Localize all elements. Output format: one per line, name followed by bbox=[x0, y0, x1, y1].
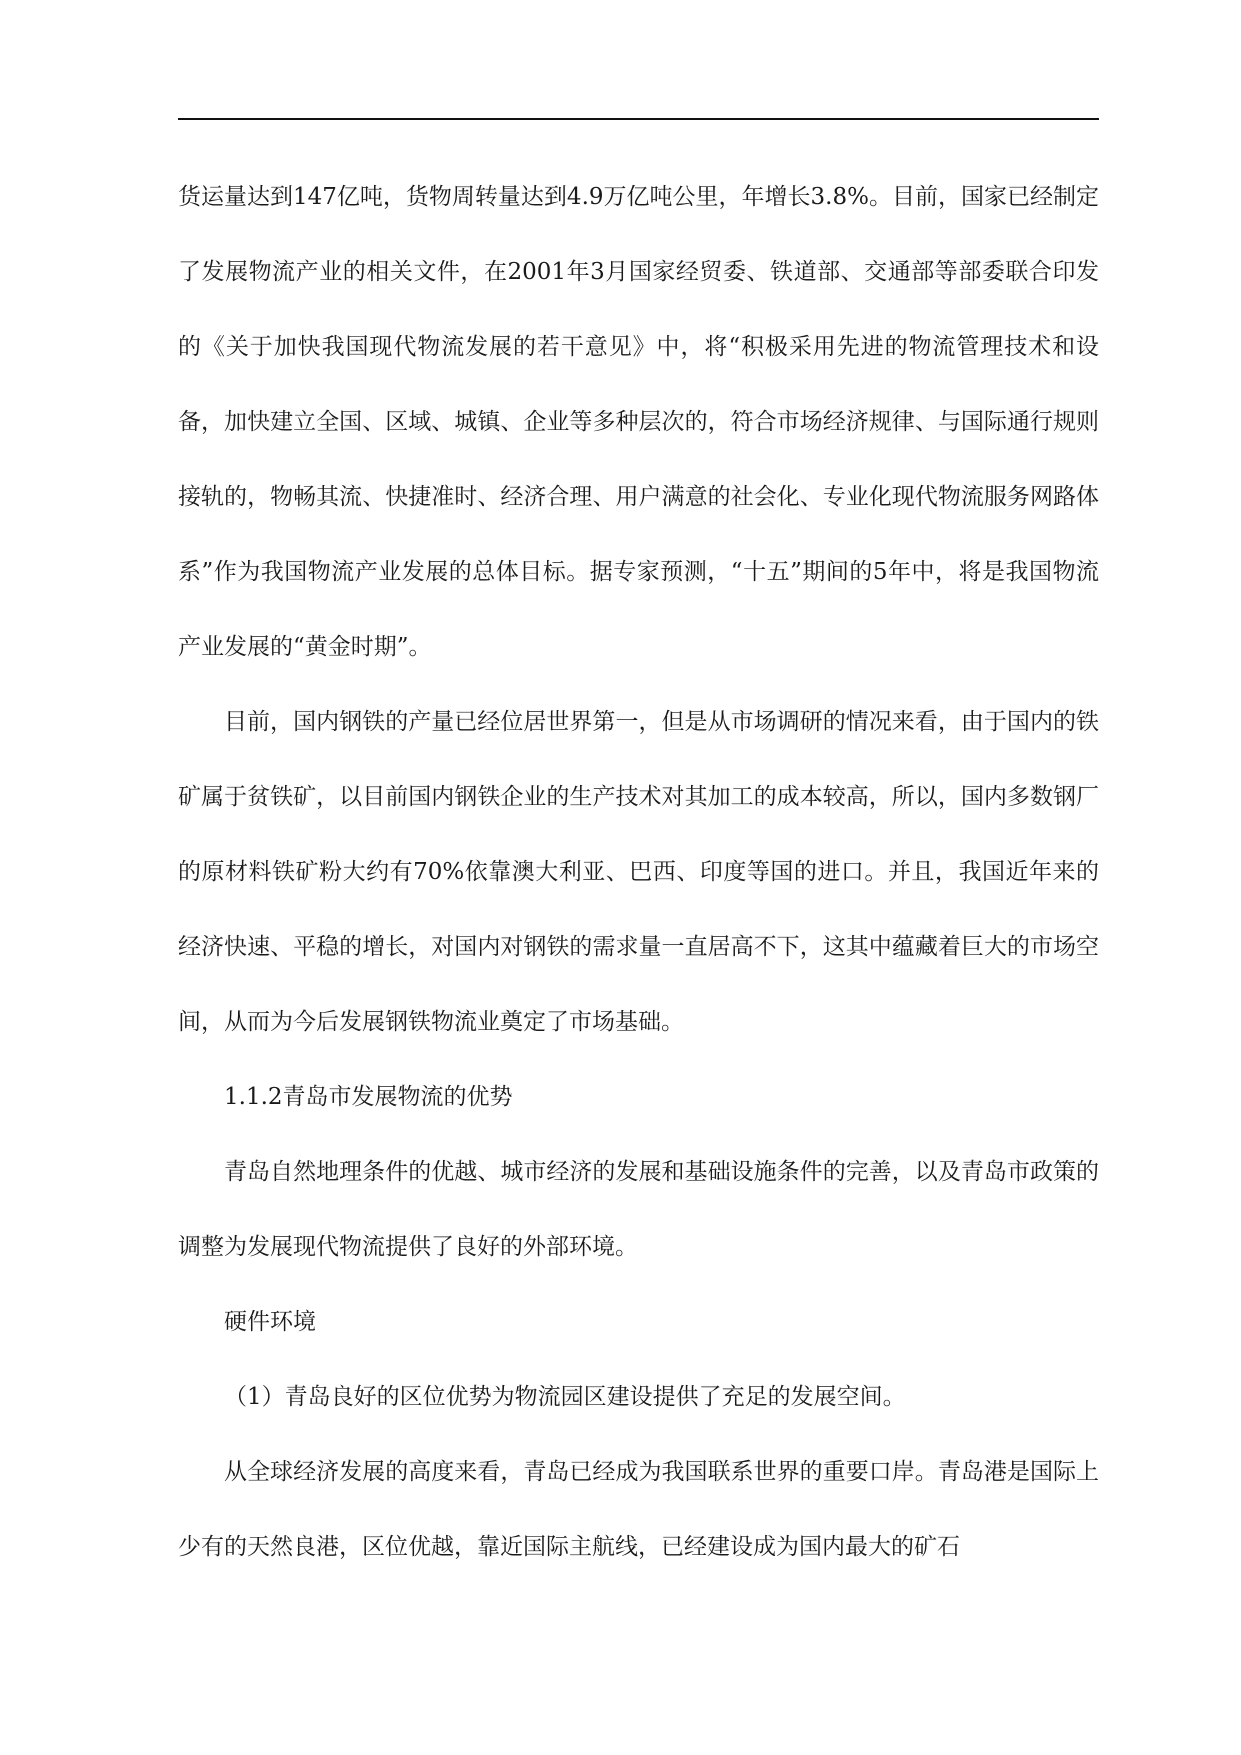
paragraph-steel-market: 目前，国内钢铁的产量已经位居世界第一，但是从市场调研的情况来看，由于国内的铁矿属于贫铁矿，以目前国内钢铁企业的生产技术对其加工的成本较高，所以，国内多数钢厂的原材料铁矿粉大约有70%依靠澳大利亚、巴西、印度等国的进口。并且，我国近年来的经济快速、平稳的增长，对国内对钢铁的需求量一直居高不下，这其中蕴藏着巨大的市场空间，从而为今后发展钢铁物流业奠定了市场基础。 bbox=[178, 709, 1099, 1035]
body-text bbox=[178, 160, 1099, 1585]
list-item-location-advantage: （1）青岛良好的区位优势为物流园区建设提供了充足的发展空间。 bbox=[224, 1384, 906, 1410]
paragraph-qingdao-port: 从全球经济发展的高度来看，青岛已经成为我国联系世界的重要口岸。青岛港是国际上少有的天然良港，区位优越，靠近国际主航线，已经建设成为国内最大的矿石 bbox=[178, 1459, 1099, 1560]
paragraph-qingdao-environment: 青岛自然地理条件的优越、城市经济的发展和基础设施条件的完善，以及青岛市政策的调整为发展现代物流提供了良好的外部环境。 bbox=[178, 1159, 1099, 1260]
section-heading-qingdao-advantages: 1.1.2青岛市发展物流的优势 bbox=[224, 1084, 513, 1110]
paragraph-freight-volume: 货运量达到147亿吨，货物周转量达到4.9万亿吨公里，年增长3.8%。目前，国家已经制定了发展物流产业的相关文件，在2001年3月国家经贸委、铁道部、交通部等部委联合印发的《关于加快我国现代物流发展的若干意见》中，将“积极采用先进的物流管理技术和设备，加快建立全国、区域、城镇、企业等多种层次的，符合市场经济规律、与国际通行规则接轨的，物畅其流、快捷准时、经济合理、用户满意的社会化、专业化现代物流服务网路体系”作为我国物流产业发展的总体目标。据专家预测，“十五”期间的5年中，将是我国物流产业发展的“黄金时期”。 bbox=[178, 184, 1099, 660]
subheading-hardware-environment: 硬件环境 bbox=[224, 1309, 316, 1335]
header-rule bbox=[178, 118, 1099, 120]
